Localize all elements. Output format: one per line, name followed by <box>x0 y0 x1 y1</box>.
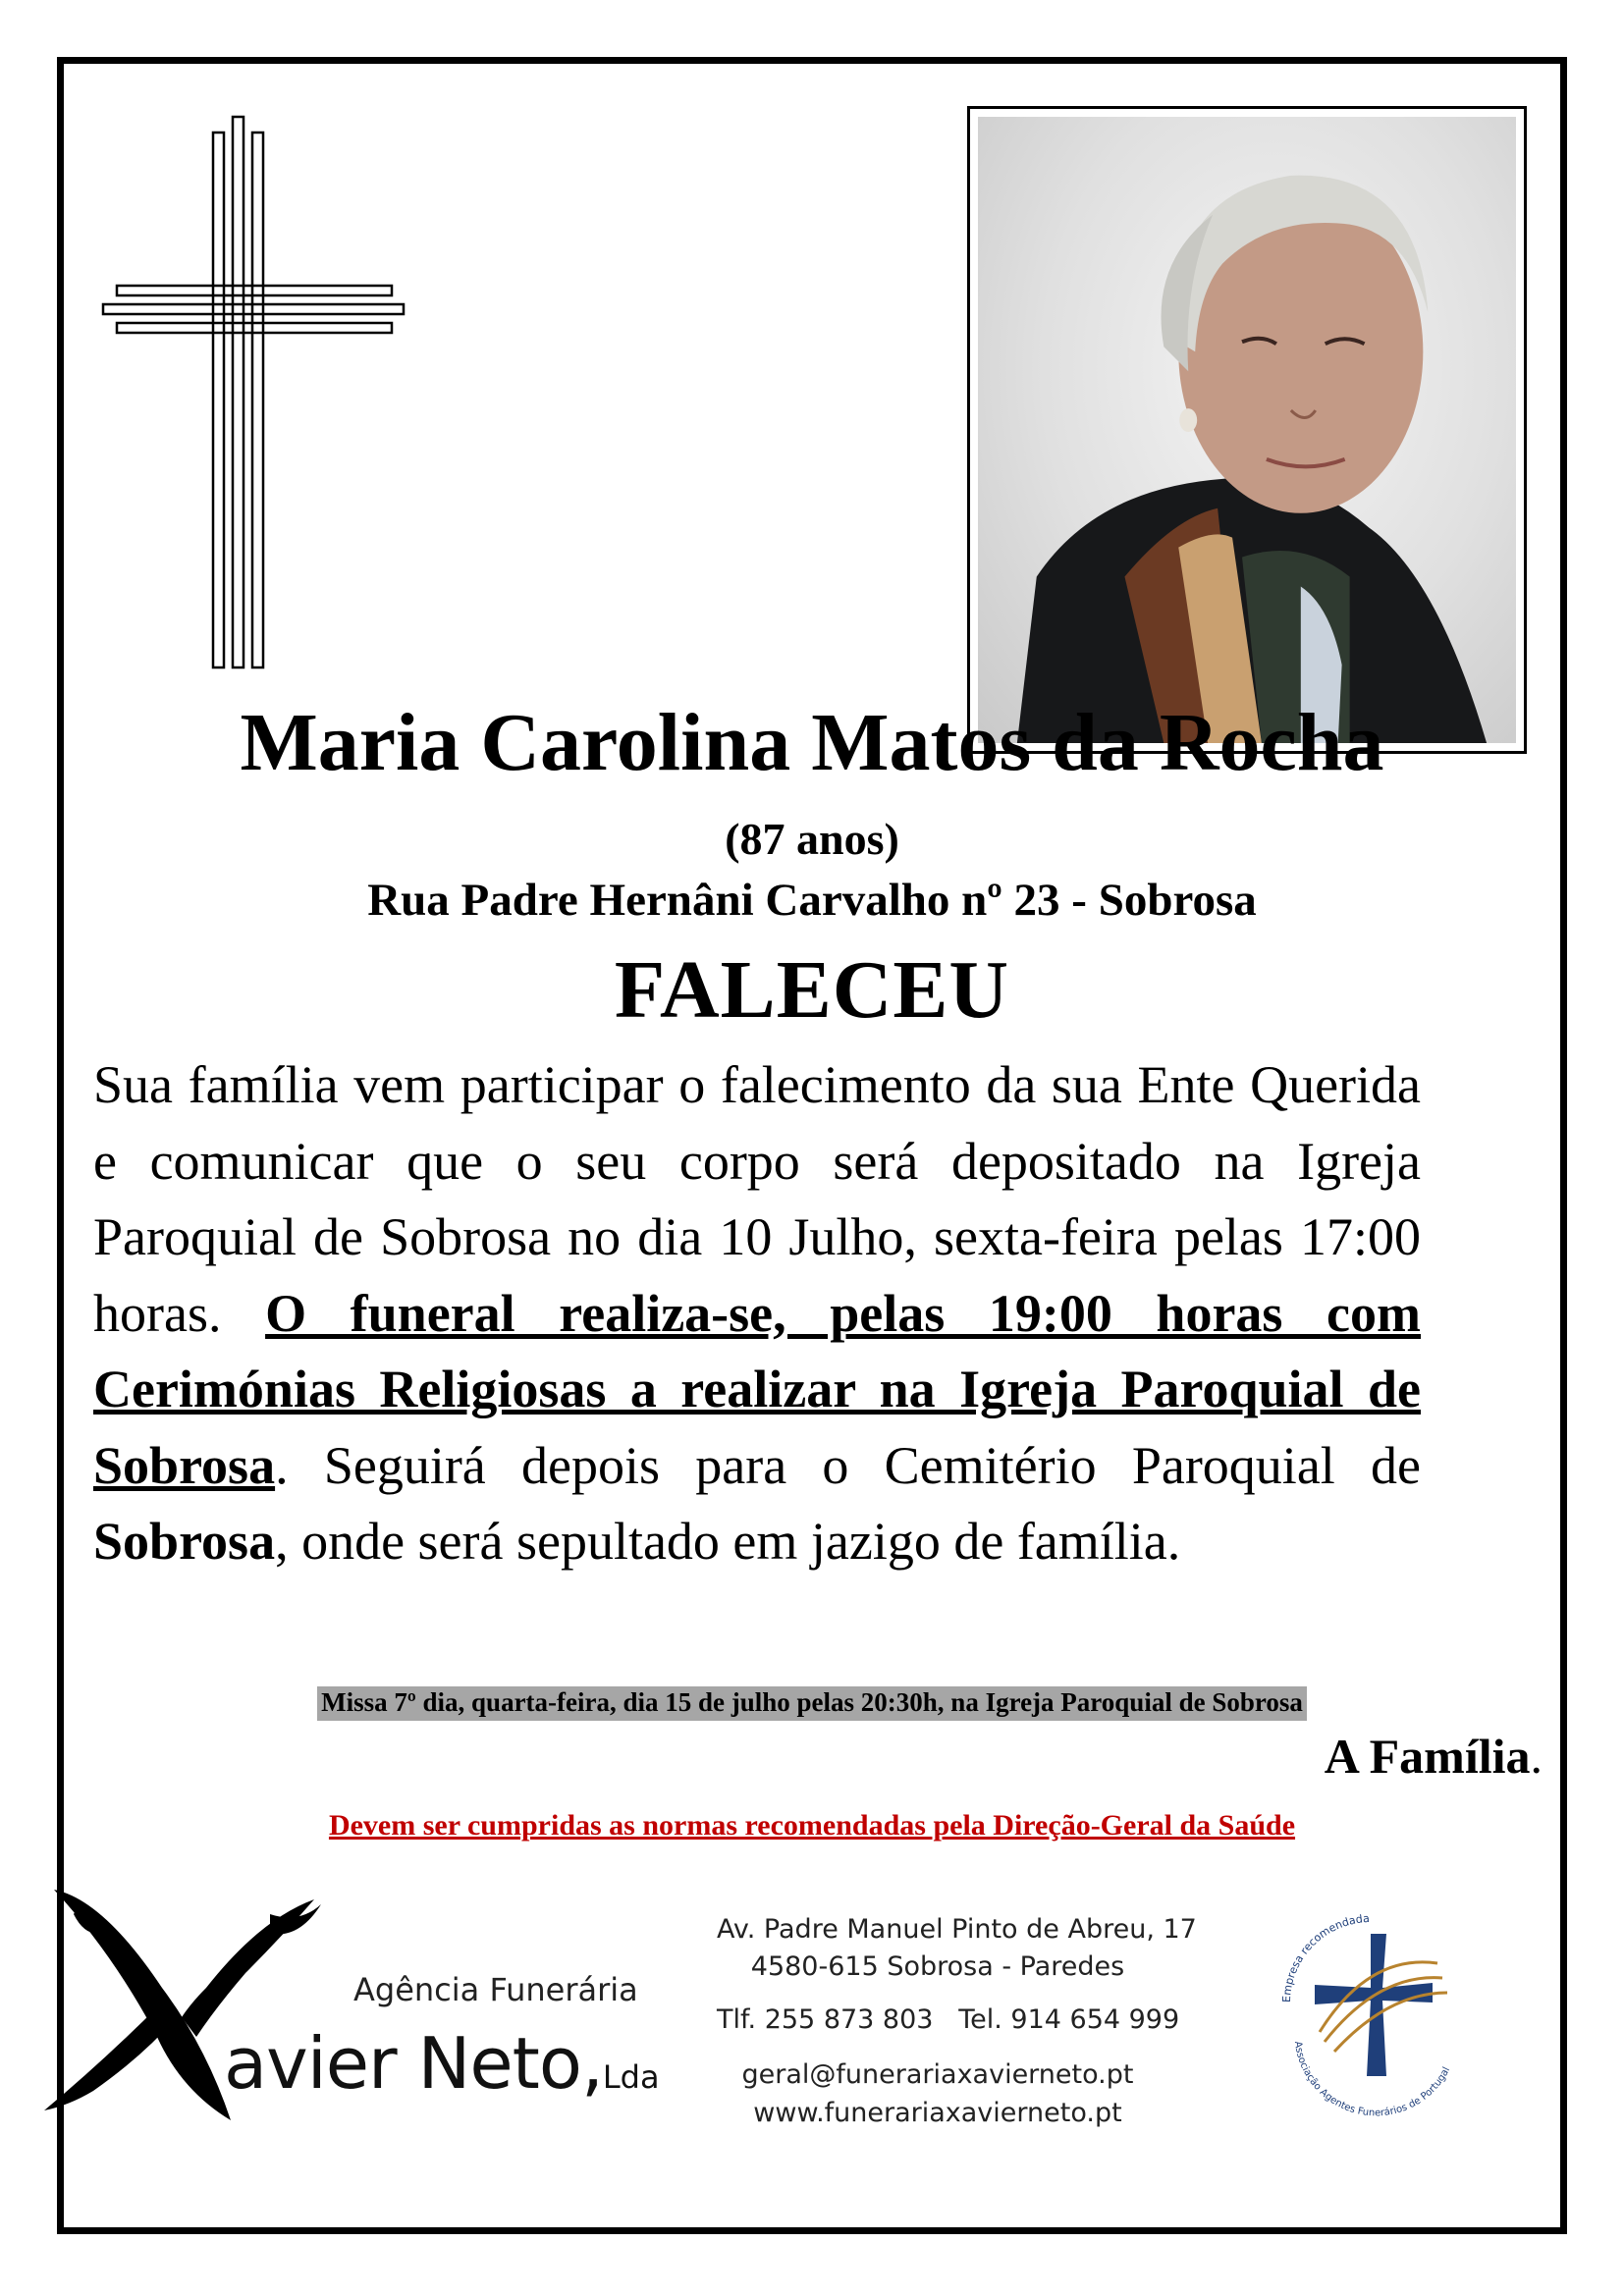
body-part-2: . Seguirá depois para o Cemitério Paroquial de <box>275 1435 1421 1495</box>
deceased-name: Maria Carolina Matos da Rocha <box>240 697 1384 788</box>
agency-suffix: Lda <box>602 2058 660 2096</box>
deceased-address: Rua Padre Hernâni Carvalho nº 23 - Sobrosa <box>367 875 1257 926</box>
agency-name <box>224 2022 660 2105</box>
body-part-1: Sua família vem participar o falecimento da sua Ente Querida e comunicar que o seu corpo será depositado na Igreja Paroquial de Sobrosa no dia 10 Julho, sexta-feira pelas 17:00 horas. <box>93 1055 1421 1343</box>
association-seal-icon <box>1261 1895 1477 2120</box>
portrait-frame <box>967 106 1527 754</box>
funeral-details: O funeral realiza-se, pelas 19:00 horas com Cerimónias Religiosas a realizar na Igreja Paroquial de Sobrosa <box>93 1283 1421 1495</box>
signature <box>1325 1728 1543 1785</box>
cemetery-place: Sobrosa <box>93 1512 276 1571</box>
announcement-body <box>93 1047 1421 1580</box>
signature-dot: . <box>1530 1729 1543 1784</box>
agency-name-text: avier Neto, <box>224 2022 603 2105</box>
signature-name: A Família <box>1324 1729 1531 1784</box>
contact-phones: Tlf. 255 873 803 Tel. 914 654 999 <box>717 2004 1180 2035</box>
cross-icon <box>101 113 406 672</box>
contact-street: Av. Padre Manuel Pinto de Abreu, 17 <box>717 1914 1197 1945</box>
association-top-text: Empresa recomendada <box>1279 1911 1371 2003</box>
agency-subtitle: Agência Funerária <box>353 1971 638 2008</box>
deceased-age: (87 anos) <box>725 814 899 864</box>
contact-city: 4580-615 Sobrosa - Paredes <box>750 1951 1125 1982</box>
health-notice: Devem ser cumpridas as normas recomendadas pela Direção-Geral da Saúde <box>328 1809 1296 1842</box>
announcement-heading: FALECEU <box>614 944 1010 1036</box>
association-bottom-text: Associação Agentes Funerários de Portugal <box>1291 2040 1453 2119</box>
contact-email[interactable]: geral@funerariaxavierneto.pt <box>741 2059 1134 2090</box>
body-part-3: , onde será sepultado em jazigo de família. <box>275 1512 1181 1571</box>
portrait-photo <box>978 117 1516 743</box>
missa-line <box>0 1686 1624 1721</box>
missa-notice: Missa 7º dia, quarta-feira, dia 15 de julho pelas 20:30h, na Igreja Paroquial de Sobrosa <box>317 1686 1307 1721</box>
contact-website[interactable]: www.funerariaxavierneto.pt <box>753 2098 1122 2128</box>
